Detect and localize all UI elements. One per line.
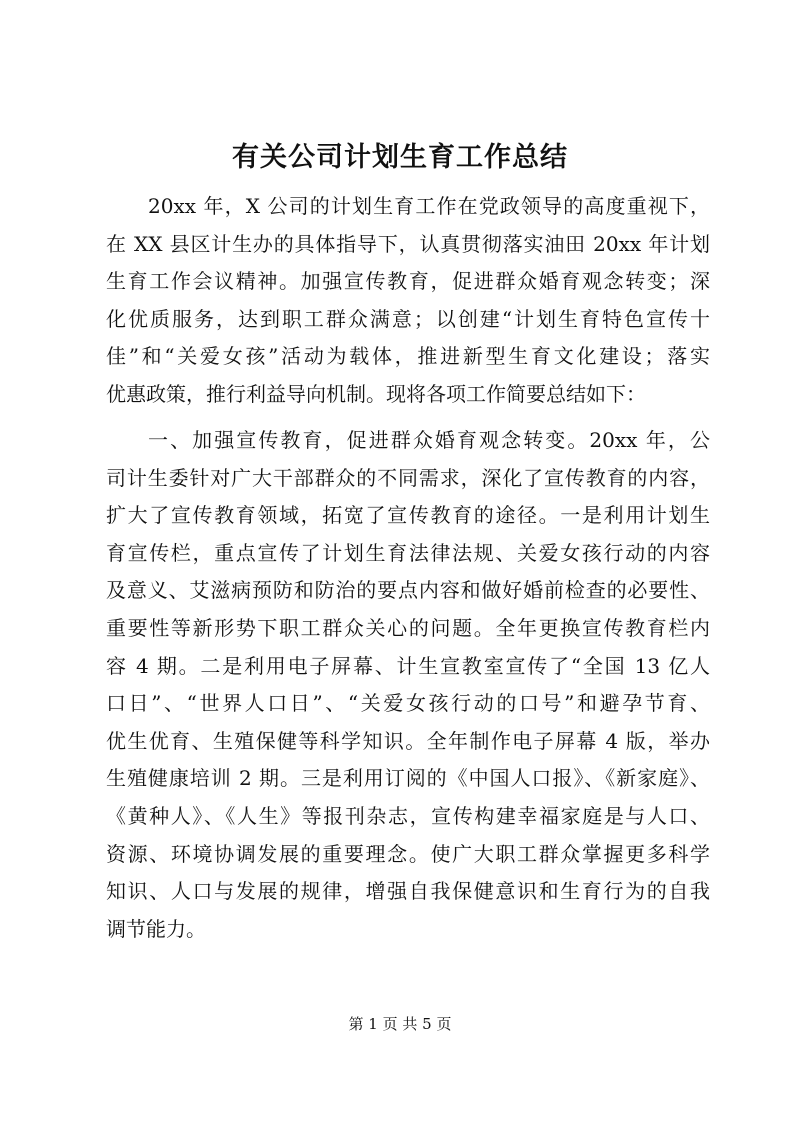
paragraph-intro (106, 188, 710, 414)
paragraph-line: 在 XX 县区计生办的具体指导下，认真贯彻落实油田 20xx 年计划 (106, 231, 710, 256)
paragraph-line: 资源、环境协调发展的重要理念。使广大职工群众掌握更多科学 (106, 841, 710, 866)
paragraph-line: 口日”、“世界人口日”、“关爱女孩行动的口号”和避孕节育、 (106, 691, 710, 716)
paragraph-line: 生育工作会议精神。加强宣传教育，促进群众婚育观念转变；深 (106, 269, 710, 294)
paragraph-line: 司计生委针对广大干部群众的不同需求，深化了宣传教育的内容， (106, 465, 710, 490)
paragraph-line: 调节能力。 (106, 916, 206, 941)
paragraph-line: 知识、人口与发展的规律，增强自我保健意识和生育行为的自我 (106, 879, 710, 904)
document-title: 有关公司计划生育工作总结 (232, 142, 568, 173)
paragraph-line: 育宣传栏，重点宣传了计划生育法律法规、关爱女孩行动的内容 (106, 540, 710, 565)
paragraph-line: 佳”和“关爱女孩”活动为载体，推进新型生育文化建设；落实 (106, 344, 710, 369)
paragraph-line: 重要性等新形势下职工群众关心的问题。全年更换宣传教育栏内 (106, 615, 710, 640)
paragraph-line: 20xx 年，X 公司的计划生育工作在党政领导的高度重视下， (148, 194, 710, 218)
paragraph-line: 一、加强宣传教育，促进群众婚育观念转变。20xx 年，公 (148, 428, 710, 452)
paragraph-line: 扩大了宣传教育领域，拓宽了宣传教育的途径。一是利用计划生 (106, 503, 710, 528)
paragraph-line: 《黄种人》、《人生》等报刊杂志，宣传构建幸福家庭是与人口、 (106, 803, 710, 828)
paragraph-line: 优惠政策，推行利益导向机制。现将各项工作简要总结如下： (106, 381, 646, 406)
paragraph-line: 化优质服务，达到职工群众满意；以创建“计划生育特色宣传十 (106, 306, 710, 331)
paragraph-line: 及意义、艾滋病预防和防治的要点内容和做好婚前检查的必要性、 (106, 578, 710, 603)
page-footer: 第 1 页 共 5 页 (348, 1015, 452, 1033)
paragraph-line: 容 4 期。二是利用电子屏幕、计生宣教室宣传了“全国 13 亿人 (106, 653, 710, 678)
paragraph-section-one (106, 422, 710, 948)
paragraph-line: 优生优育、生殖保健等科学知识。全年制作电子屏幕 4 版，举办 (106, 728, 710, 753)
paragraph-line: 生殖健康培训 2 期。三是利用订阅的《中国人口报》、《新家庭》、 (106, 766, 710, 791)
